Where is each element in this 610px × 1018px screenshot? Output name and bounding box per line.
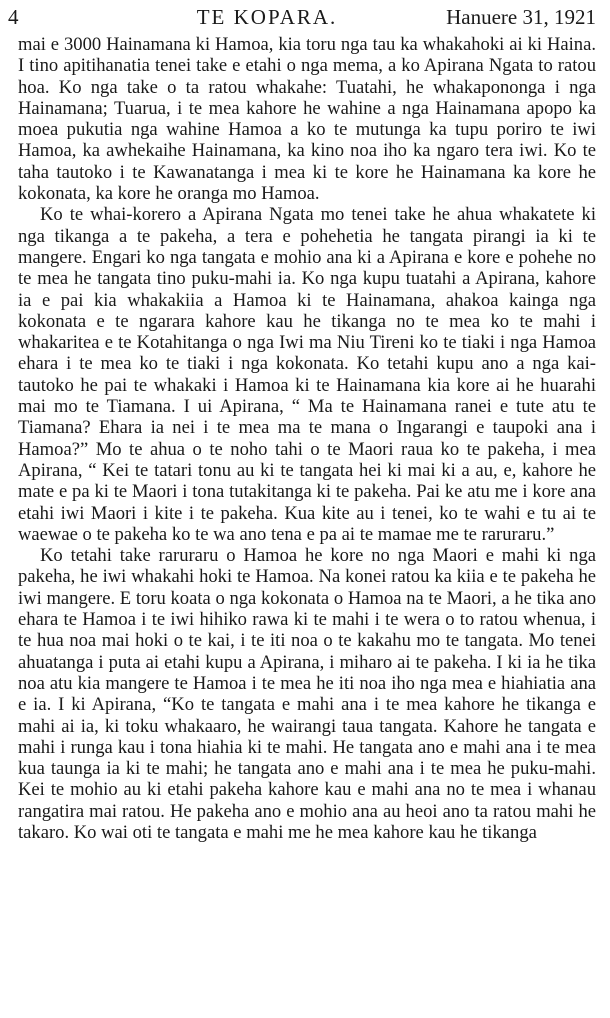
publication-title: TE KOPARA.: [196, 5, 338, 29]
article-body: [18, 34, 596, 843]
paragraph: Ko te whai-korero a Apirana Ngata mo tenei take he ahua whakatete ki nga tikanga a te pakeha, a tera e pohehetia he tangata pirangi ia ki te mangere. Engari ko nga tangata e mohio ana ki a Apirana e kore e pohehe no te mea he tangata tino puku-mahi ia. Ko nga kupu tuatahi a Apirana, kahore ia e pai kia whakakiia a Hamoa ki te Hainamana, ahakoa kainga nga kokonata e te ngarara kahore kau he tikanga no te mea ko te mahi i whakaritea e te Kotahitanga o nga Iwi ma Niu Tireni ko te tiaki i nga Hamoa ehara i te mea ko te tiaki i nga kokonata. Ko tetahi kupu ano a nga kai-tautoko he pai te whakaki i Hamoa ki te Hainamana kia kore ai he huarahi mai mo te Tiamana. I ui Apirana, “ Ma te Hainamana ranei e tute atu te Tiamana? Ehara ia nei i te mea ma te mana o Ingarangi e taupoki ana i Hamoa?” Mo te ahua o te noho tahi o te Maori raua ko te pakeha, i mea Apirana, “ Kei te tatari tonu au ki te tangata hei ki mai ki a au, e, kahore he mate e pa ki te Maori i tona tutakitanga ki te pakeha. Pai ke atu me i kore ana etahi iwi Maori i kite i te pakeha. Kua kite au i tenei, ko te wahi e tu ai te waewae o te pakeha ko te wa ano tena e pa ai te mamae me te raruraru.”: [18, 204, 596, 545]
page-number: 4: [8, 5, 19, 29]
issue-date: Hanuere 31, 1921: [446, 5, 596, 29]
paragraph: Ko tetahi take raruraru o Hamoa he kore no nga Maori e mahi ki nga pakeha, he iwi whakahi hoki te Hamoa. Na konei ratou ka kiia e te pakeha he iwi mangere. E toru koata o nga kokonata o Hamoa na te Maori, a he tika ano ehara te Hamoa i te iwi hihiko rawa ki te mahi i te wera o to ratou whenua, i te hua noa mai hoki o te kai, i te iti noa o te kakahu mo te tangata. Mo tenei ahuatanga i puta ai etahi kupu a Apirana, i miharo ai te pakeha. I ki ia he tika noa atu kia mangere te Hamoa i te mea he iti noa iho nga mea e hiahiatia ana e ia. I ki Apirana, “Ko te tangata e mahi ana i te mea kahore he tikanga e mahi ai ia, ki toku whakaaro, he wairangi taua tangata. Kahore he tangata e mahi i runga kau i tona hiahia ki te mahi. He tangata ano e mahi ana i te mea kua taunga ia ki te mahi; he tangata ano e mahi ana i te mea he puku-mahi. Kei te mohio au ki etahi pakeha kahore kau e mahi ana no te mea i whanau rangatira mai ratou. He pakeha ano e mohio ana au heoi ano ta ratou mahi he takaro. Ko wai oti te tangata e mahi me he mea kahore kau he tikanga: [18, 545, 596, 843]
paragraph: mai e 3000 Hainamana ki Hamoa, kia toru nga tau ka whakahoki ai ki Haina. I tino apitihanatia tenei take e etahi o nga mema, a ko Apirana Ngata to ratou hoa. Ko nga take o ta ratou whakahe: Tuatahi, he whakapononga i nga Hainamana; Tuarua, i te mea kahore he wahine a nga Hainamana apopo ka moea pukutia nga wahine Hamoa a ko te mutunga ka tupu poriro te iwi Hamoa, ka awhekaihe Hainamana, ka kino noa iho ka ngaro tera iwi. Ko te taha tautoko i te Kawanatanga i mea ki te kore he Hainamana ka kore he kokonata, ka kore he oranga mo Hamoa.: [18, 34, 596, 205]
running-header: [8, 4, 596, 30]
